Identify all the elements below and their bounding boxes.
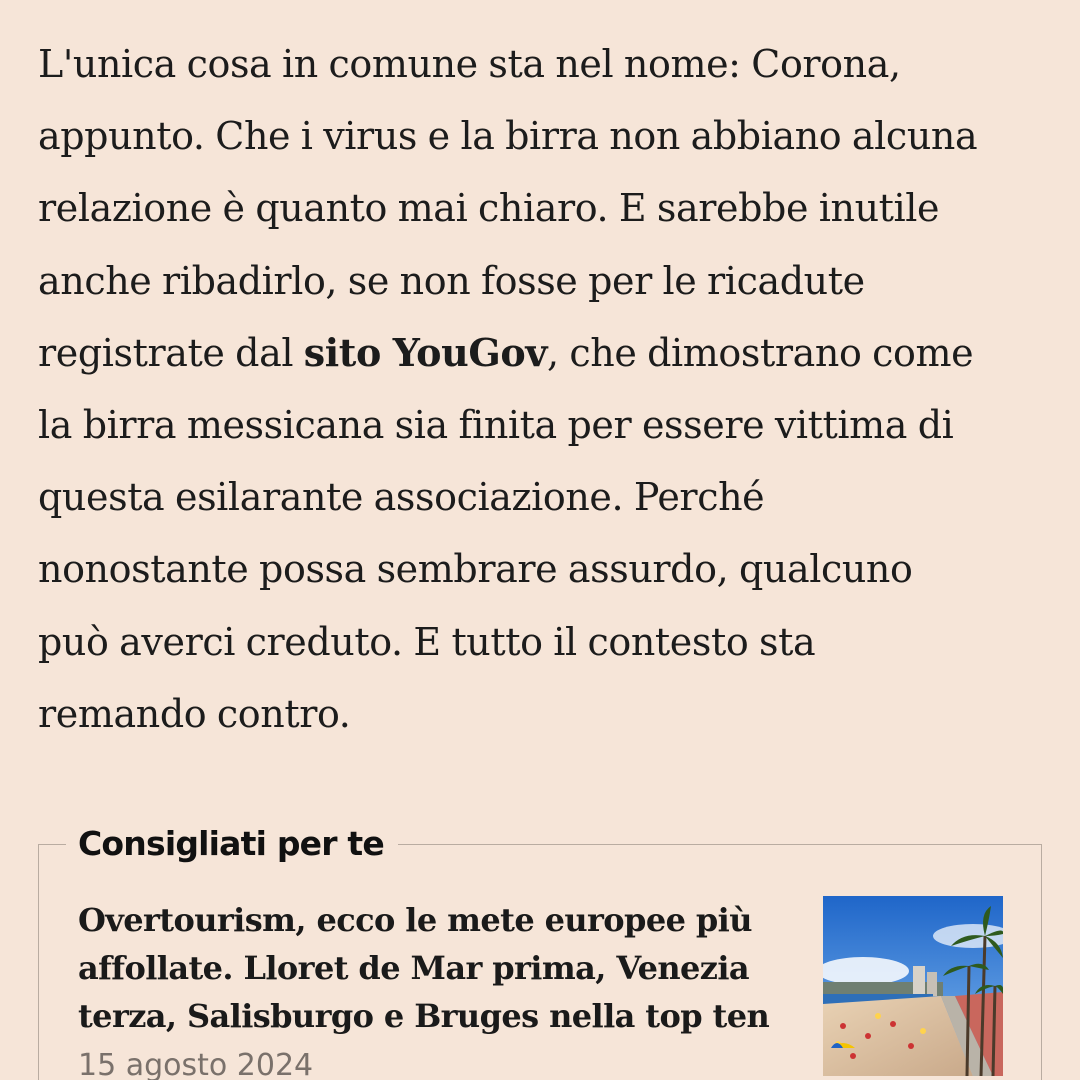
yougov-link[interactable]: sito YouGov — [303, 329, 548, 375]
headline-line: Overtourism, ecco le mete europee più — [78, 901, 752, 939]
headline-line: affollate. Lloret de Mar prima, Venezia — [78, 949, 750, 987]
paragraph-text: , che dimostrano come — [547, 330, 974, 375]
paragraph-line: L'unica cosa in comune sta nel nome: Corona, — [38, 42, 901, 86]
headline-line: terza, Salisburgo e Bruges nella top ten — [78, 997, 770, 1035]
paragraph-line: remando contro. — [38, 691, 351, 736]
paragraph-text: registrate dal — [38, 330, 304, 375]
paragraph-line-with-link — [38, 317, 1048, 389]
paragraph-line: relazione è quanto mai chiaro. E sarebbe inutile — [38, 186, 940, 231]
article-paragraph — [38, 28, 1048, 750]
paragraph-line: la birra messicana sia finita per essere vittima di — [38, 403, 954, 448]
beach-promenade-photo[interactable] — [823, 896, 1003, 1076]
recommended-title: Consigliati per te — [66, 822, 398, 866]
recommended-headline-link[interactable] — [78, 896, 798, 1040]
paragraph-line: anche ribadirlo, se non fosse per le ricadute — [38, 258, 865, 303]
paragraph-line: questa esilarante associazione. Perché — [38, 475, 765, 520]
paragraph-line: appunto. Che i virus e la birra non abbiano alcuna — [38, 114, 978, 159]
recommended-item[interactable] — [78, 896, 1008, 1080]
recommended-date: 15 agosto 2024 — [78, 1048, 314, 1080]
paragraph-line: nonostante possa sembrare assurdo, qualcuno — [38, 547, 913, 592]
paragraph-line: può averci creduto. E tutto il contesto sta — [38, 619, 816, 664]
